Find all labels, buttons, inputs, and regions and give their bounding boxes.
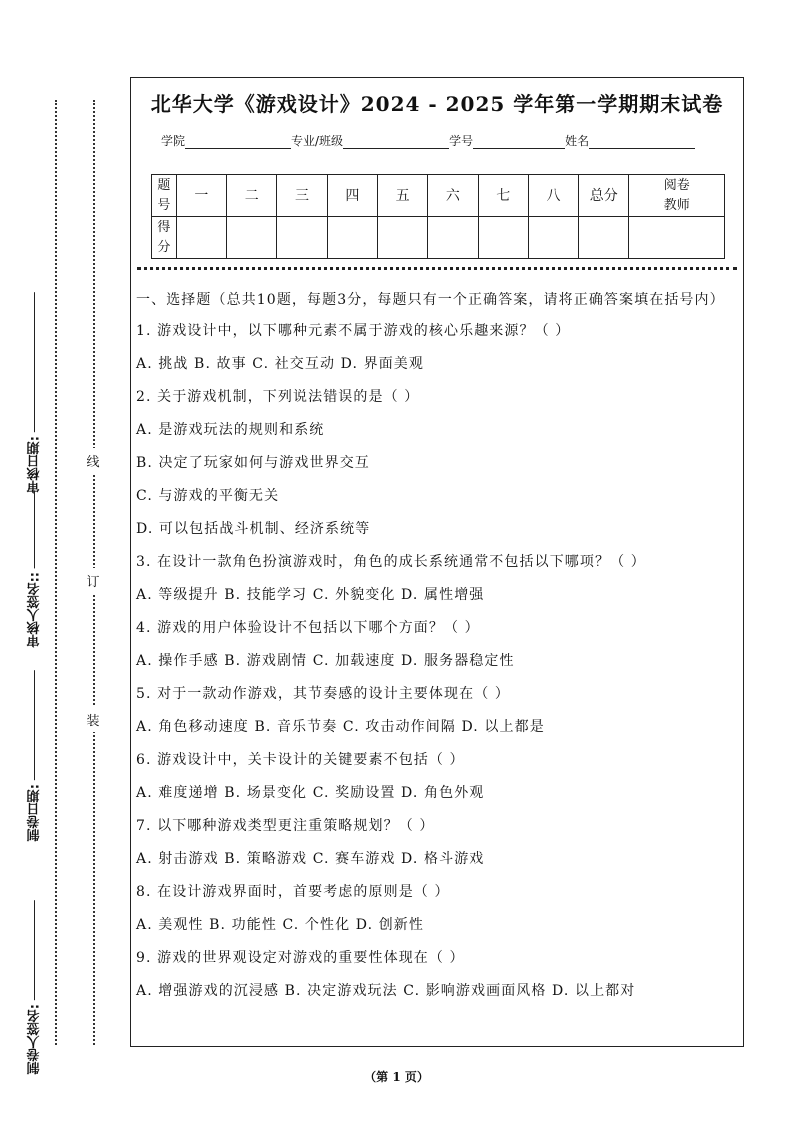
- column-header: 六: [428, 175, 478, 217]
- reviewer-signature-line: [35, 490, 36, 568]
- option-line: D. 可以包括战斗机制、经济系统等: [136, 521, 371, 537]
- cut-mark-line: 线: [84, 448, 102, 473]
- option-line: B. 决定了玩家如何与游戏世界交互: [136, 455, 370, 471]
- questions-content: [136, 290, 733, 1014]
- column-header: 三: [277, 175, 327, 217]
- column-header: 二: [227, 175, 277, 217]
- score-table-score-row: [152, 217, 725, 259]
- student-id-blank[interactable]: [473, 134, 565, 149]
- total-score-header: 总分: [579, 175, 629, 217]
- review-date-line: [35, 292, 36, 432]
- score-cell[interactable]: [277, 217, 327, 259]
- question-line: 7. 以下哪种游戏类型更注重策略规划？（ ）: [136, 818, 435, 834]
- cut-mark-assemble: 装: [84, 707, 102, 732]
- compiler-signature-label: 制卷人签名:: [27, 1004, 43, 1075]
- grader-header: 阅卷 教师: [629, 175, 725, 217]
- exam-frame: [130, 77, 744, 1047]
- score-cell[interactable]: [377, 217, 427, 259]
- grader-signature-cell[interactable]: [629, 217, 725, 259]
- option-line: A. 挑战 B. 故事 C. 社交互动 D. 界面美观: [136, 356, 424, 372]
- question-line: 9. 游戏的世界观设定对游戏的重要性体现在（ ）: [136, 950, 465, 966]
- student-info-row: [161, 132, 695, 149]
- binding-margin: [0, 0, 128, 1122]
- question-line: 5. 对于一款动作游戏，其节奏感的设计主要体现在（ ）: [136, 686, 510, 702]
- score-cell[interactable]: [227, 217, 277, 259]
- review-date-field: [22, 292, 48, 493]
- option-line: C. 与游戏的平衡无关: [136, 488, 280, 504]
- name-blank[interactable]: [589, 134, 695, 149]
- score-row-header: 得 分: [152, 217, 177, 259]
- score-table-header-row: [152, 175, 725, 217]
- outer-binding-dotline: [55, 100, 57, 1045]
- option-line: A. 美观性 B. 功能性 C. 个性化 D. 创新性: [136, 917, 424, 933]
- option-line: A. 是游戏玩法的规则和系统: [136, 422, 325, 438]
- question-number-header: 题 号: [152, 175, 177, 217]
- option-line: A. 角色移动速度 B. 音乐节奏 C. 攻击动作间隔 D. 以上都是: [136, 719, 545, 735]
- score-table: [151, 174, 725, 259]
- column-header: 一: [176, 175, 226, 217]
- reviewer-signature-field: [22, 490, 48, 647]
- option-line: A. 射击游戏 B. 策略游戏 C. 赛车游戏 D. 格斗游戏: [136, 851, 485, 867]
- column-header: 七: [478, 175, 528, 217]
- reviewer-signature-label: 审核人签名::: [27, 572, 43, 648]
- student-id-label: 学号: [449, 134, 474, 148]
- question-line: 4. 游戏的用户体验设计不包括以下哪个方面？（ ）: [136, 620, 480, 636]
- major-label: 专业/班级: [291, 134, 344, 148]
- column-header: 五: [377, 175, 427, 217]
- question-line: 1. 游戏设计中，以下哪种元素不属于游戏的核心乐趣来源？（ ）: [136, 323, 571, 339]
- option-line: A. 等级提升 B. 技能学习 C. 外貌变化 D. 属性增强: [136, 587, 485, 603]
- total-score-cell[interactable]: [579, 217, 629, 259]
- question-line: 8. 在设计游戏界面时，首要考虑的原则是（ ）: [136, 884, 450, 900]
- question-line: 6. 游戏设计中，关卡设计的关键要素不包括（ ）: [136, 752, 465, 768]
- score-cell[interactable]: [528, 217, 578, 259]
- column-header: 四: [327, 175, 377, 217]
- name-label: 姓名: [565, 134, 590, 148]
- section-divider: [137, 267, 737, 270]
- section-heading: 一、选择题（总共10题，每题3分，每题只有一个正确答案，请将正确答案填在括号内）: [136, 292, 725, 308]
- compiler-signature-line: [35, 900, 36, 1000]
- column-header: 八: [528, 175, 578, 217]
- exam-title: 北华大学《游戏设计》2024 - 2025 学年第一学期期末试卷: [150, 92, 724, 116]
- option-line: A. 增强游戏的沉浸感 B. 决定游戏玩法 C. 影响游戏画面风格 D. 以上都对: [136, 983, 636, 999]
- score-cell[interactable]: [428, 217, 478, 259]
- option-line: A. 难度递增 B. 场景变化 C. 奖励设置 D. 角色外观: [136, 785, 485, 801]
- college-blank[interactable]: [185, 134, 291, 149]
- option-line: A. 操作手感 B. 游戏剧情 C. 加载速度 D. 服务器稳定性: [136, 653, 515, 669]
- compiler-signature-field: [22, 900, 48, 1074]
- review-date-label: 审核日期:: [27, 436, 43, 494]
- score-cell[interactable]: [478, 217, 528, 259]
- question-line: 3. 在设计一款角色扮演游戏时，角色的成长系统通常不包括以下哪项？（ ）: [136, 554, 646, 570]
- score-cell[interactable]: [176, 217, 226, 259]
- major-blank[interactable]: [343, 134, 449, 149]
- compile-date-label: 制卷日期:: [27, 784, 43, 842]
- college-label: 学院: [161, 134, 186, 148]
- score-cell[interactable]: [327, 217, 377, 259]
- compile-date-field: [22, 670, 48, 841]
- compile-date-line: [35, 670, 36, 780]
- page-number: （第 1 页）: [364, 1070, 429, 1084]
- question-line: 2. 关于游戏机制，下列说法错误的是（ ）: [136, 389, 420, 405]
- cut-mark-bind: 订: [84, 568, 102, 593]
